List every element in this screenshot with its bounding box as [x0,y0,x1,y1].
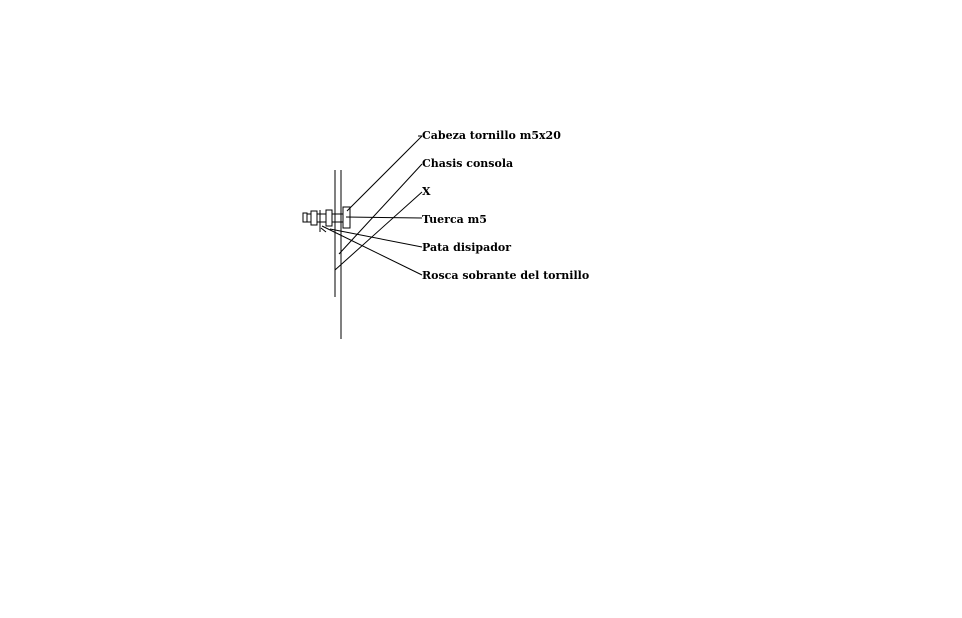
leader-nut [346,217,422,218]
leader-heatsink-leg [330,229,422,247]
label-leftover-thread: Rosca sobrante del tornillo [422,269,590,282]
leader-bolt-head [347,136,422,211]
nut [326,210,332,226]
leader-x [335,192,422,270]
label-heatsink-leg: Pata disipador [422,241,512,254]
thread-segment-1 [311,211,317,225]
label-x: X [422,185,431,198]
label-console-chassis: Chasis consola [422,157,514,170]
thread-arrow [321,228,326,232]
label-nut: Tuerca m5 [422,213,487,226]
thread-tip [303,213,307,222]
label-bolt-head: Cabeza tornillo m5x20 [422,129,561,142]
